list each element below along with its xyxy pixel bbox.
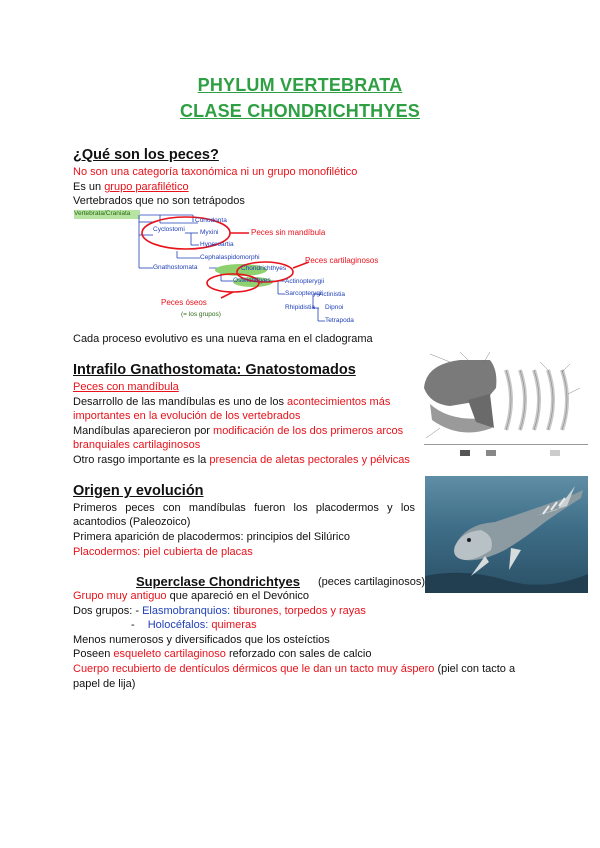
superclase-line-6b: (piel con tacto a xyxy=(434,663,516,675)
taxon-sarcopterygii: Sarcopterygii xyxy=(285,290,323,297)
superclase-line-6 xyxy=(73,662,515,676)
placoderm-illustration xyxy=(425,476,588,593)
origen-paragraph-1: Primeros peces con mandíbulas fueron los placodermos y los acantodios (Paleozoico) xyxy=(73,502,415,528)
origen-paragraph-3: Placodermos: piel cubierta de placas xyxy=(73,546,253,558)
taxon-dipnoi: Dipnoi xyxy=(325,304,344,311)
gnatho-line-5: branquiales cartilaginosos xyxy=(73,439,201,451)
gnatho-line-2 xyxy=(73,395,390,409)
superclase-line-5c: reforzado con sales de calcio xyxy=(225,648,372,660)
superclase-line-2 xyxy=(73,604,366,618)
gnatho-line-1: Peces con mandíbula xyxy=(73,381,179,393)
superclase-line-1a: Grupo muy antiguo xyxy=(73,590,167,602)
superclase-line-7: papel de lija) xyxy=(73,678,136,690)
origen-paragraph-2: Primera aparición de placodermos: principios del Silúrico xyxy=(73,531,350,543)
gnatho-line-6a: Otro rasgo importante es la xyxy=(73,454,210,466)
gnatho-line-6 xyxy=(73,453,410,467)
superclase-line-1 xyxy=(73,589,309,603)
superclase-line-5b: esqueleto cartilaginoso xyxy=(113,648,226,660)
taxon-hyperoartia: Hyperoartia xyxy=(200,241,234,248)
gnatho-line-4b: modificación de los dos primeros arcos xyxy=(213,425,404,437)
superclase-line-5 xyxy=(73,647,371,661)
superclase-heading-note: (peces cartilaginosos) xyxy=(318,576,425,588)
taxon-root: Vertebrata/Craniata xyxy=(74,210,131,217)
superclase-line-5a: Poseen xyxy=(73,648,114,660)
taxon-conodonta: Conodonta xyxy=(195,217,227,224)
annotation-oseos: Peces óseos xyxy=(161,298,207,307)
gnatho-line-4a: Mandíbulas aparecieron por xyxy=(73,425,214,437)
superclase-line-2a: Dos grupos: xyxy=(73,605,133,617)
taxon-osteichthyes: Osteichthyes xyxy=(233,277,271,284)
taxon-cyclostomi: Cyclostomi xyxy=(153,226,185,233)
gnatho-line-3: importantes en la evolución de los vertebrados xyxy=(73,410,301,422)
peces-line-2-prefix: Es un xyxy=(73,181,105,193)
gnatho-heading: Intrafilo Gnathostomata: Gnatostomados xyxy=(73,362,356,378)
taxon-chondrichthyes: Chondrichthyes xyxy=(241,265,287,272)
superclase-heading: Superclase Chondrichtyes xyxy=(136,574,300,589)
gnatho-line-2a: Desarrollo de las mandíbulas es uno de los xyxy=(73,396,288,408)
jaw-arches-illustration xyxy=(420,348,592,458)
peces-heading: ¿Qué son los peces? xyxy=(73,147,219,163)
peces-line-2 xyxy=(73,180,189,194)
jaw-arches-diagram xyxy=(420,348,592,458)
paraphyletic-link: grupo parafilético xyxy=(104,181,189,193)
elasmobranquios-desc: tiburones, torpedos y rayas xyxy=(230,605,366,617)
taxon-note: (= los grupos) xyxy=(181,311,221,318)
taxon-rhipidistia: Rhipidistia xyxy=(285,304,315,311)
holocefalos-desc: quimeras xyxy=(208,619,257,631)
peces-line-1: No son una categoría taxonómica ni un grupo monofilético xyxy=(73,166,358,178)
taxon-gnathostomata: Gnathostomata xyxy=(153,264,198,271)
superclase-line-3-dash: - xyxy=(131,619,135,631)
title-line-1: PHYLUM VERTEBRATA xyxy=(197,75,403,95)
taxon-myxini: Myxini xyxy=(200,229,219,236)
placoderm-image xyxy=(425,476,588,593)
gnatho-line-4 xyxy=(73,424,403,438)
annotation-cartilaginosos: Peces cartilaginosos xyxy=(305,256,379,265)
annotation-sin-mandibula: Peces sin mandíbula xyxy=(251,228,326,237)
peces-line-3: Vertebrados que no son tetrápodos xyxy=(73,195,245,207)
gnatho-line-2b: acontecimientos más xyxy=(287,396,391,408)
cladogram-caption: Cada proceso evolutivo es una nueva rama en el cladograma xyxy=(73,333,373,345)
elasmobranquios-label: Elasmobranquios: xyxy=(142,605,231,617)
taxon-actinopterygii: Actinopterygii xyxy=(285,278,325,285)
superclase-line-1b: que apareció en el Devónico xyxy=(166,590,310,602)
superclase-line-3 xyxy=(131,618,257,632)
origen-heading: Origen y evolución xyxy=(73,483,204,499)
title-line-2: CLASE CHONDRICHTHYES xyxy=(179,101,420,121)
cladogram xyxy=(73,208,413,330)
taxon-tetrapoda: Tetrapoda xyxy=(325,317,354,324)
holocefalos-label: Holocéfalos: xyxy=(147,619,209,631)
taxon-cephalaspidomorphi: Cephalaspidomorphi xyxy=(200,254,260,261)
superclase-line-6a: Cuerpo recubierto de dentículos dérmicos que le dan un tacto muy áspero xyxy=(73,663,435,675)
taxon-actinistia: Actinistia xyxy=(319,291,346,298)
gnatho-line-6b: presencia de aletas pectorales y pélvicas xyxy=(209,454,410,466)
superclase-line-2-dash: - xyxy=(132,605,143,617)
superclase-line-4: Menos numerosos y diversificados que los osteíctios xyxy=(73,634,330,646)
